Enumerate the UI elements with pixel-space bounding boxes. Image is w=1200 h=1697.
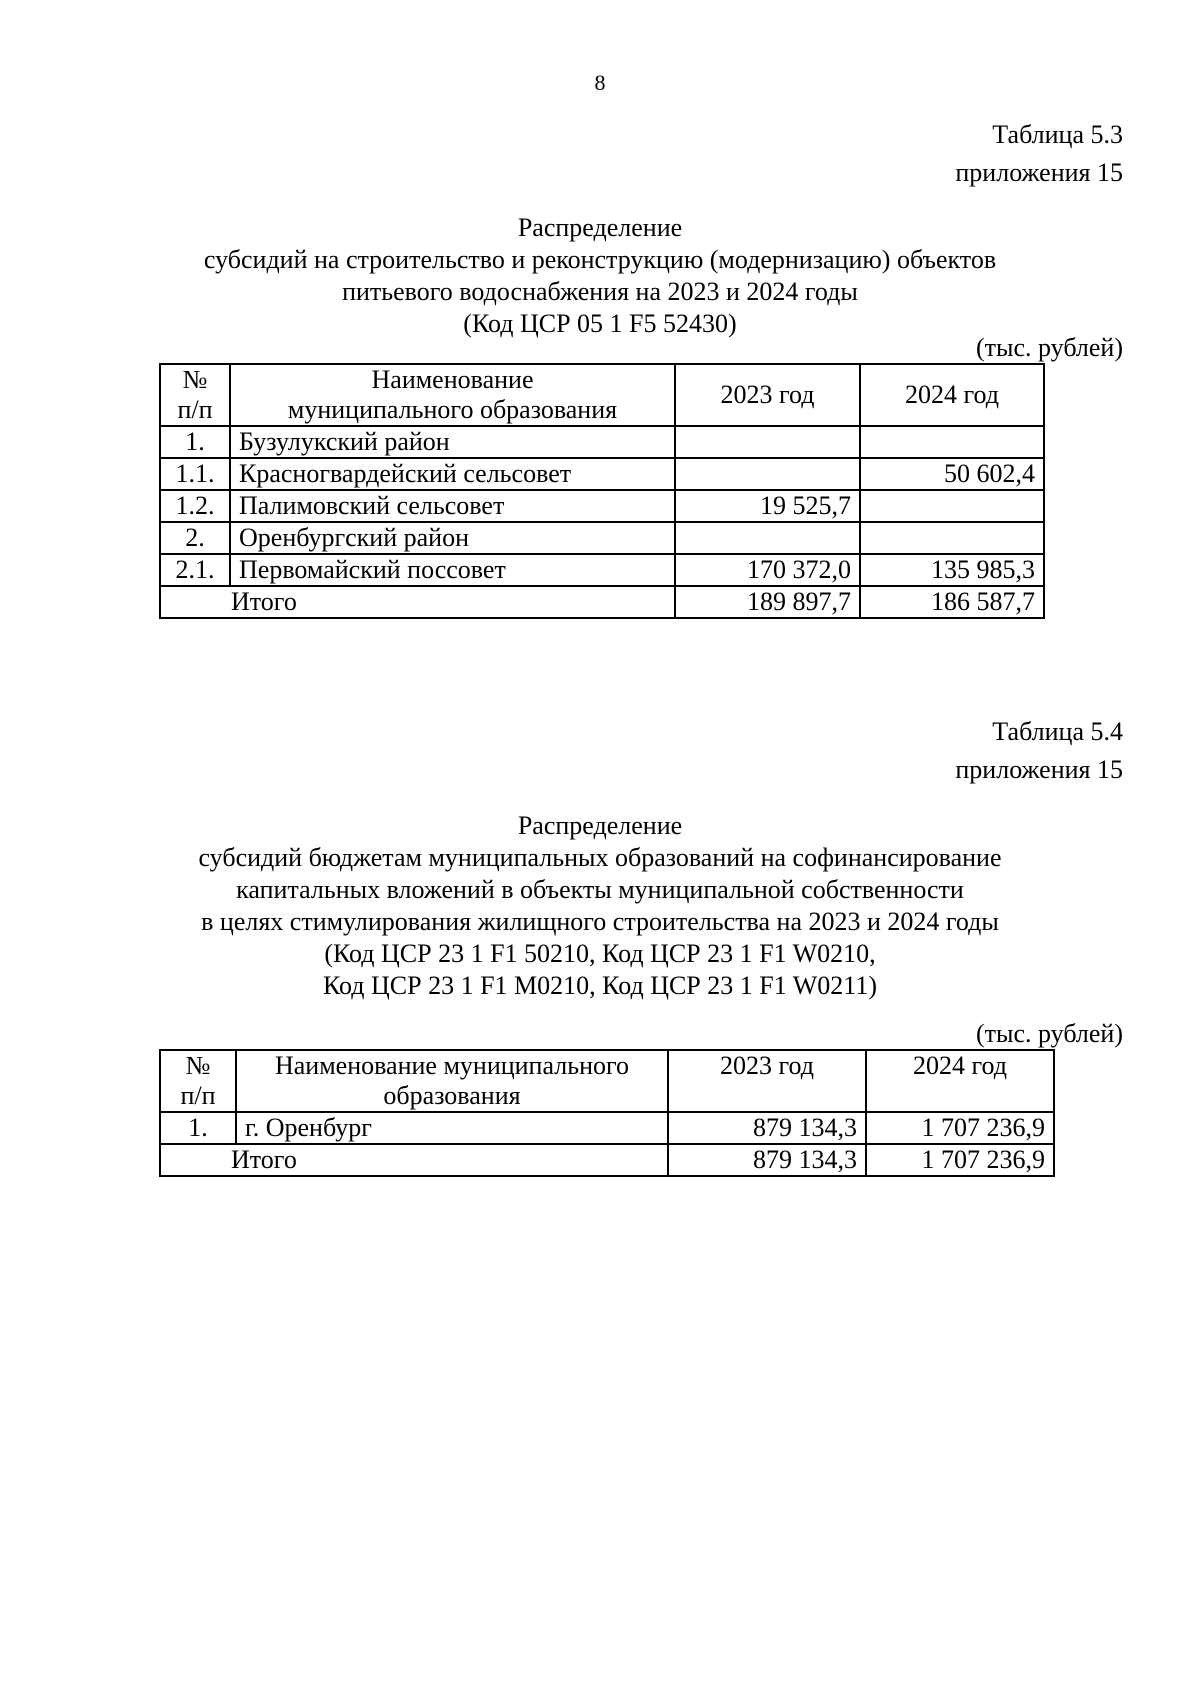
- table54-caption-line2: приложения 15: [955, 755, 1123, 784]
- table54-header-name: [236, 1050, 668, 1112]
- table53-total-2023: 189 897,7: [675, 586, 860, 618]
- table54-heading: [0, 810, 1200, 1002]
- table53-header-row: [160, 364, 1044, 426]
- row-num: 1.2.: [160, 490, 230, 522]
- table54-total-row: [160, 1144, 1054, 1176]
- table-row: [160, 490, 1044, 522]
- table53-header-num-line1: №: [182, 365, 208, 394]
- row-2024: 50 602,4: [860, 458, 1044, 490]
- row-2024: [860, 426, 1044, 458]
- row-2024: 135 985,3: [860, 554, 1044, 586]
- table-row: [160, 554, 1044, 586]
- row-2023: [675, 426, 860, 458]
- table53-heading-line3: питьевого водоснабжения на 2023 и 2024 годы: [342, 277, 858, 306]
- table53-caption: [955, 116, 1123, 192]
- table54-caption: [955, 713, 1123, 789]
- table54-header-row: [160, 1050, 1054, 1112]
- table53-header-2024: 2024 год: [860, 364, 1044, 426]
- row-2024: [860, 522, 1044, 554]
- table54-heading-line2: субсидий бюджетам муниципальных образований на софинансирование: [198, 843, 1002, 872]
- table53-header-num-line2: п/п: [177, 395, 213, 424]
- table53-heading-line2: субсидий на строительство и реконструкцию (модернизацию) объектов: [203, 245, 997, 274]
- table54-header-num-line1: №: [185, 1051, 211, 1080]
- table53-caption-line1: Таблица 5.3: [992, 120, 1123, 149]
- row-num: 1.: [160, 426, 230, 458]
- table54-heading-line5: (Код ЦСР 23 1 F1 50210, Код ЦСР 23 1 F1 W0210,: [324, 939, 876, 968]
- table53-heading: [0, 212, 1200, 340]
- table54-heading-line6: Код ЦСР 23 1 F1 M0210, Код ЦСР 23 1 F1 W0211): [322, 971, 877, 1000]
- table-row: [160, 522, 1044, 554]
- page-number: 8: [594, 70, 606, 95]
- table54-total-2023: 879 134,3: [668, 1144, 866, 1176]
- row-num: 2.1.: [160, 554, 230, 586]
- row-name: Палимовский сельсовет: [230, 490, 675, 522]
- table-row: [160, 426, 1044, 458]
- row-name: Оренбургский район: [230, 522, 675, 554]
- table53-header-num: [160, 364, 230, 426]
- table-row: [160, 1112, 1054, 1144]
- row-2024: 1 707 236,9: [866, 1112, 1054, 1144]
- table53-unit: (тыс. рублей): [975, 333, 1123, 362]
- table53-total-label: Итого: [160, 586, 675, 618]
- table53: [159, 363, 1045, 619]
- table54-heading-line4: в целях стимулирования жилищного строительства на 2023 и 2024 годы: [201, 907, 999, 936]
- table54-header-num: [160, 1050, 236, 1112]
- row-2023: [675, 458, 860, 490]
- row-2023: 19 525,7: [675, 490, 860, 522]
- table53-total-row: [160, 586, 1044, 618]
- row-name: г. Оренбург: [236, 1112, 668, 1144]
- table54-header-name-line2: образования: [383, 1081, 521, 1110]
- table54-unit: (тыс. рублей): [975, 1019, 1123, 1048]
- table53-total-2024: 186 587,7: [860, 586, 1044, 618]
- table54-total-2024: 1 707 236,9: [866, 1144, 1054, 1176]
- row-name: Первомайский поссовет: [230, 554, 675, 586]
- table53-header-name-line2: муниципального образования: [287, 395, 618, 424]
- table54-header-name-line1: Наименование муниципального: [274, 1051, 630, 1080]
- table54: [159, 1049, 1055, 1177]
- table53-header-2023: 2023 год: [675, 364, 860, 426]
- table54-total-label: Итого: [160, 1144, 668, 1176]
- row-2023: 879 134,3: [668, 1112, 866, 1144]
- row-num: 1.1.: [160, 458, 230, 490]
- row-2024: [860, 490, 1044, 522]
- row-num: 2.: [160, 522, 230, 554]
- table-row: [160, 458, 1044, 490]
- row-2023: [675, 522, 860, 554]
- row-num: 1.: [160, 1112, 236, 1144]
- table53-header-name-line1: Наименование: [371, 365, 534, 394]
- table53-heading-line1: Распределение: [517, 213, 683, 242]
- row-name: Красногвардейский сельсовет: [230, 458, 675, 490]
- table53-header-name: [230, 364, 675, 426]
- row-name: Бузулукский район: [230, 426, 675, 458]
- table53-heading-line4: (Код ЦСР 05 1 F5 52430): [463, 309, 737, 338]
- table54-header-2023: 2023 год: [668, 1050, 866, 1112]
- table54-caption-line1: Таблица 5.4: [992, 717, 1123, 746]
- table54-heading-line3: капитальных вложений в объекты муниципальной собственности: [236, 875, 964, 904]
- table54-heading-line1: Распределение: [517, 811, 683, 840]
- table54-header-num-line2: п/п: [180, 1081, 216, 1110]
- table54-header-2024: 2024 год: [866, 1050, 1054, 1112]
- row-2023: 170 372,0: [675, 554, 860, 586]
- table53-caption-line2: приложения 15: [955, 158, 1123, 187]
